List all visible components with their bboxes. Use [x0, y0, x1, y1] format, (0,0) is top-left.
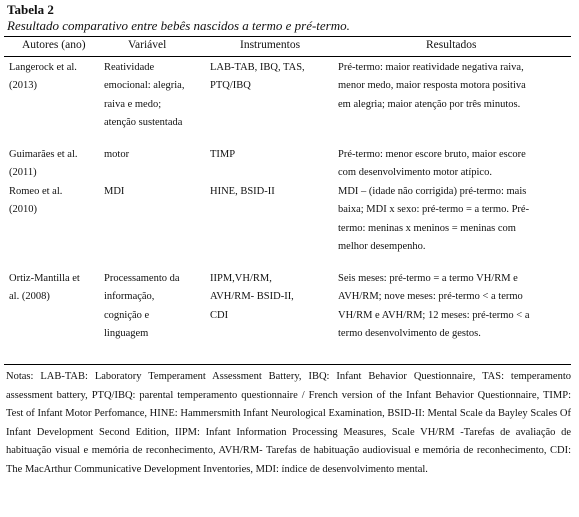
table-subtitle: Resultado comparativo entre bebês nascidos a termo e pré-termo.: [7, 18, 350, 33]
row-4-autores: Ortiz-Mantilla et al. (2008): [9, 273, 80, 303]
header-rule: [4, 56, 571, 57]
row-1-autores: Langerock et al. (2013): [9, 62, 77, 92]
row-4-instrumentos: IIPM,VH/RM, AVH/RM- BSID-II, CDI: [210, 273, 294, 321]
row-2-resultados: Pré-termo: menor escore bruto, maior escore com desenvolvimento motor atípico.: [338, 149, 526, 179]
row-1-instrumentos: LAB-TAB, IBQ, TAS, PTQ/IBQ: [210, 62, 305, 92]
row-1-resultados: Pré-termo: maior reatividade negativa raiva, menor medo, maior resposta motora positiva em alegria; maior atenção por três minutos.: [338, 62, 526, 110]
row-1-variavel: Reatividade emocional: alegria, raiva e medo; atenção sustentada: [104, 62, 185, 129]
row-3-variavel: MDI: [104, 186, 125, 197]
header-resultados: Resultados: [426, 39, 477, 51]
row-2-autores: Guimarães et al. (2011): [9, 149, 78, 179]
row-3-resultados: MDI – (idade não corrigida) pré-termo: mais baixa; MDI x sexo: pré-termo = a termo. Pré- termo: meninas x meninos = meninas com melhor desempenho.: [338, 186, 530, 253]
header-instrumentos: Instrumentos: [240, 39, 301, 51]
row-4-variavel: Processamento da informação, cognição e linguagem: [104, 273, 180, 340]
bottom-rule: [4, 364, 571, 365]
row-2-instrumentos: TIMP: [210, 149, 236, 160]
header-variavel: Variável: [128, 39, 167, 51]
row-3-instrumentos: HINE, BSID-II: [210, 186, 275, 197]
header-autores: Autores (ano): [22, 39, 86, 51]
table-title: Tabela 2: [7, 2, 54, 17]
row-3-autores: Romeo et al. (2010): [9, 186, 63, 216]
table-notes: Notas: LAB-TAB: Laboratory Temperament Assessment Battery, IBQ: Infant Behavior Questionnaire, TAS: temperamento assessment battery, PTQ/IBQ: parental temperamento questionnaire / French version of the Infant Behavior Questionnaire, TIMP: Test of Infant Motor Perfomance, HINE: Hammersmith Infant Neurological Examination, BSID-II: Mental Scale da Bayley Scales Of Infant Development Second Edition, IIPM: Infant Information Processing Measures, Scale VH/RM -Tarefas de avaliação de habituação visual e memória de reconhecimento, AVH/RM- Tarefas de habituação audiovisual e memória de reconhecimento, CDI: The MacArthur Communicative Development Inventories, MDI: índice de desenvolvimento mental.: [6, 371, 571, 475]
row-4-resultados: Seis meses: pré-termo = a termo VH/RM e AVH/RM; nove meses: pré-termo < a termo VH/RM e AVH/RM; 12 meses: pré-termo < a termo desenvolvimento de gestos.: [338, 273, 530, 340]
top-rule: [4, 36, 571, 37]
row-2-variavel: motor: [104, 149, 130, 160]
